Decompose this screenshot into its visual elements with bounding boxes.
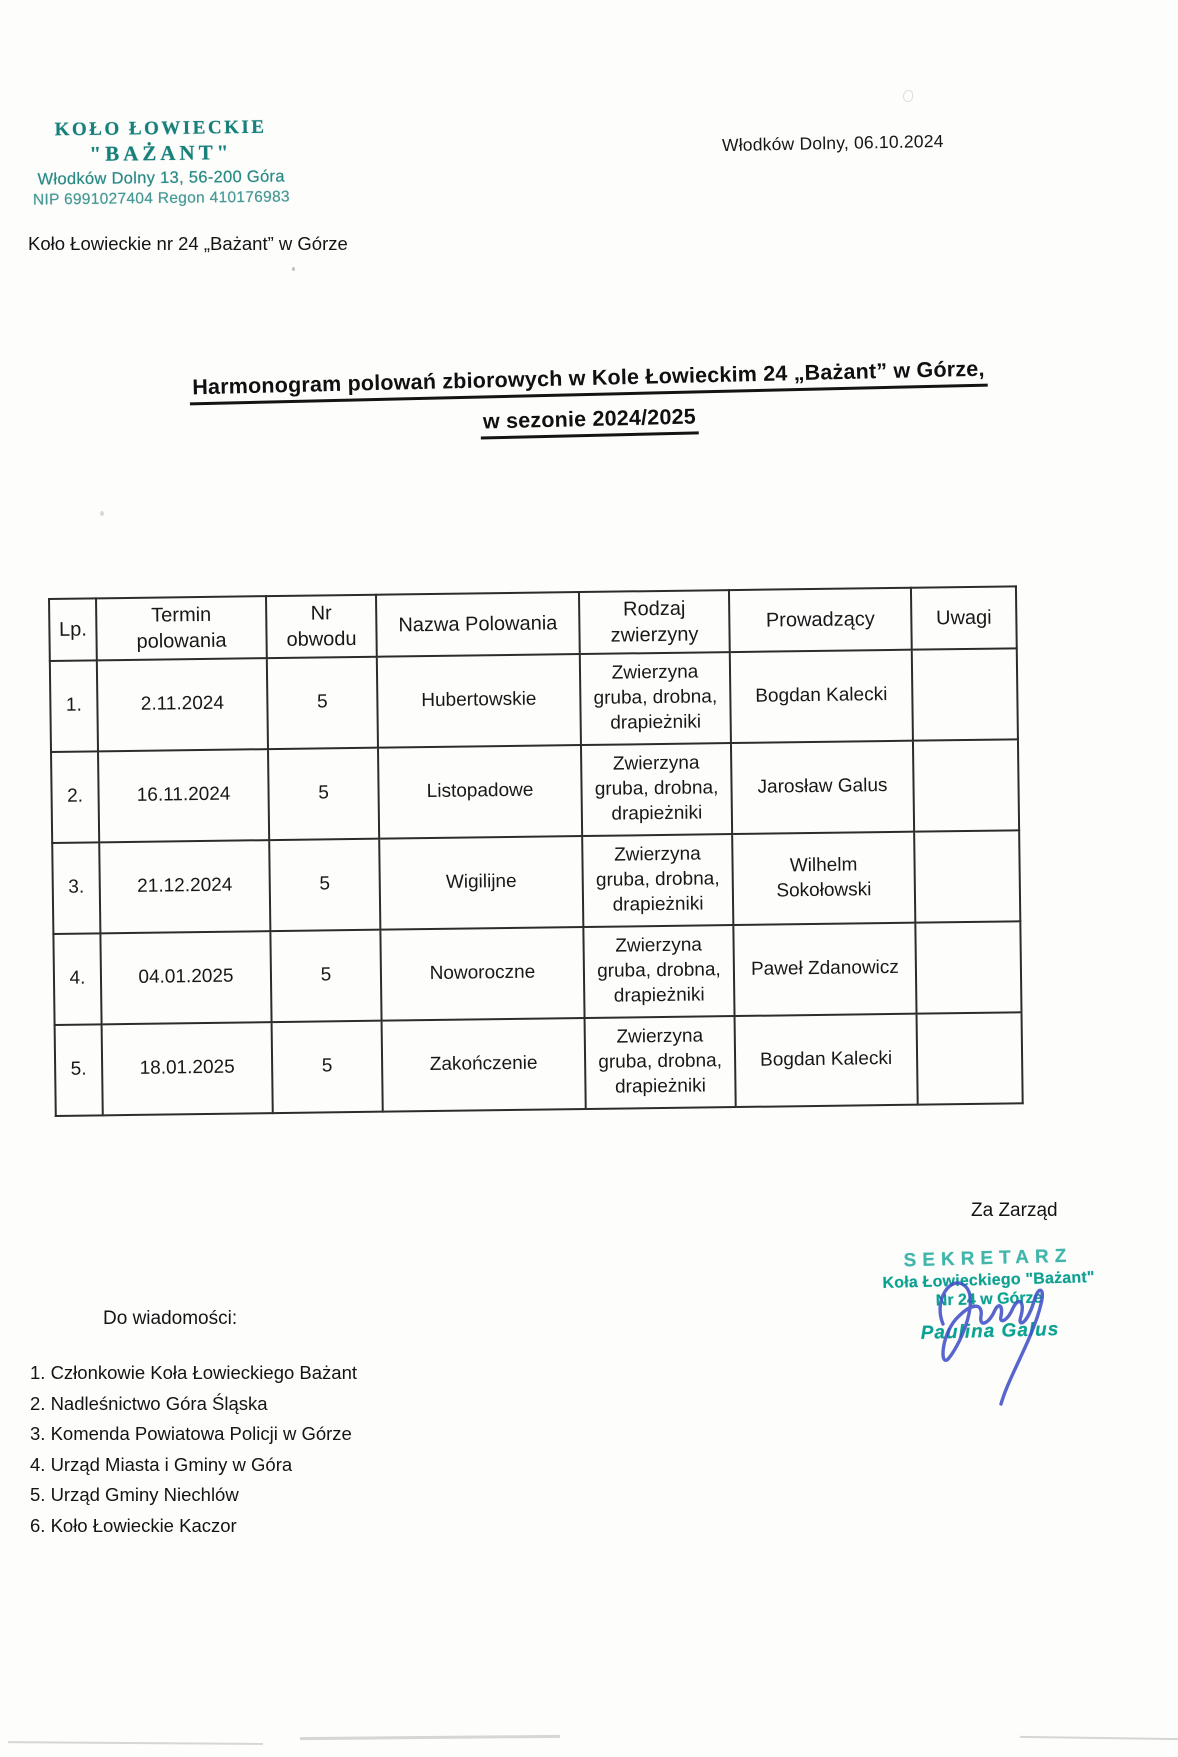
cell-rodzaj: Zwierzyna gruba, drobna, drapieżniki (580, 652, 731, 745)
secretary-stamp-role: SEKRETARZ (903, 1245, 1073, 1272)
cell-lp: 1. (50, 660, 98, 752)
table-row (55, 1012, 1023, 1116)
scan-dot-artifact (100, 511, 104, 516)
cell-nazwa: Noworoczne (380, 927, 584, 1021)
table-row (50, 648, 1018, 752)
cell-uwagi (913, 739, 1019, 831)
cell-rodzaj: Zwierzyna gruba, drobna, drapieżniki (581, 743, 732, 836)
cell-nr-obwodu: 5 (272, 1021, 383, 1113)
title-line-1: Harmonogram polowań zbiorowych w Kole Łowieckim 24 „Bażant” w Górze, (189, 357, 988, 406)
cell-nr-obwodu: 5 (269, 839, 380, 931)
col-header-nr-obwodu: Nr obwodu (266, 595, 377, 658)
cell-rodzaj: Zwierzyna gruba, drobna, drapieżniki (585, 1016, 736, 1109)
table-row (52, 830, 1020, 934)
cell-uwagi (915, 921, 1021, 1013)
cell-uwagi (917, 1012, 1023, 1104)
cell-termin: 04.01.2025 (100, 931, 271, 1024)
cell-prowadzacy: Jarosław Galus (731, 741, 914, 834)
document-title (0, 352, 1178, 451)
distribution-item: 4. Urząd Miasta i Gminy w Góra (30, 1453, 293, 1475)
hunt-schedule-table (48, 585, 1024, 1117)
cell-lp: 5. (55, 1024, 103, 1116)
cell-termin: 2.11.2024 (97, 658, 268, 751)
cell-prowadzacy: Bogdan Kalecki (735, 1014, 918, 1107)
distribution-item: 2. Nadleśnictwo Góra Śląska (30, 1392, 268, 1414)
cell-nazwa: Wigilijne (379, 836, 583, 930)
title-line-2: w sezonie 2024/2025 (480, 404, 700, 439)
cell-uwagi (914, 830, 1020, 922)
table-row (51, 739, 1019, 843)
cell-nr-obwodu: 5 (270, 930, 381, 1022)
cell-prowadzacy: Wilhelm Sokołowski (732, 832, 915, 925)
scan-dot-artifact (292, 267, 295, 271)
handwritten-signature (905, 1258, 1075, 1408)
cell-lp: 3. (52, 842, 100, 934)
col-header-termin: Termin polowania (96, 596, 267, 660)
scan-line-artifact (8, 1741, 263, 1745)
cell-termin: 21.12.2024 (99, 840, 270, 933)
distribution-list (30, 1358, 357, 1541)
distribution-heading: Do wiadomości: (103, 1308, 238, 1329)
cell-rodzaj: Zwierzyna gruba, drobna, drapieżniki (583, 925, 734, 1018)
company-stamp (29, 116, 292, 209)
company-stamp-nip-regon: NIP 6991027404 Regon 410176983 (32, 188, 290, 209)
organization-line: Koło Łowieckie nr 24 „Bażant” w Górze (28, 233, 348, 254)
col-header-lp: Lp. (49, 598, 97, 661)
distribution-item: 6. Koło Łowieckie Kaczor (30, 1514, 237, 1536)
cell-nr-obwodu: 5 (267, 657, 378, 749)
company-stamp-name: KOŁO ŁOWIECKIE (54, 116, 267, 141)
secretary-stamp-person: Paulina Galus (920, 1319, 1060, 1344)
place-date-line: Włodków Dolny, 06.10.2024 (721, 130, 944, 156)
company-stamp-address: Włodków Dolny 13, 56-200 Góra (37, 167, 285, 189)
secretary-stamp-club: Koła Łowieckiego "Bażant" (882, 1269, 1095, 1292)
cell-nazwa: Listopadowe (378, 745, 582, 839)
scan-line-artifact (1020, 1736, 1178, 1740)
za-zarzad-label: Za Zarząd (971, 1200, 1058, 1221)
cell-termin: 18.01.2025 (102, 1022, 273, 1115)
col-header-uwagi: Uwagi (911, 586, 1017, 649)
cell-uwagi (912, 648, 1018, 740)
cell-prowadzacy: Paweł Zdanowicz (733, 923, 916, 1016)
hunt-schedule-table-wrapper (48, 585, 1022, 1117)
cell-termin: 16.11.2024 (98, 749, 269, 842)
cell-nr-obwodu: 5 (268, 748, 379, 840)
scan-smudge-artifact (903, 90, 913, 102)
cell-nazwa: Hubertowskie (377, 654, 581, 748)
scan-line-artifact (300, 1735, 560, 1740)
table-row (53, 921, 1021, 1025)
cell-nazwa: Zakończenie (382, 1018, 586, 1112)
secretary-stamp-location: Nr 24 w Górze (935, 1289, 1043, 1310)
distribution-item: 5. Urząd Gminy Niechlów (30, 1484, 239, 1505)
company-stamp-brand: "BAŻANT" (89, 140, 233, 166)
col-header-prowadzacy: Prowadzący (729, 588, 912, 652)
col-header-rodzaj: Rodzaj zwierzyny (579, 590, 730, 654)
cell-lp: 2. (51, 751, 99, 843)
cell-rodzaj: Zwierzyna gruba, drobna, drapieżniki (582, 834, 733, 927)
col-header-nazwa: Nazwa Polowania (376, 592, 580, 657)
cell-prowadzacy: Bogdan Kalecki (730, 650, 913, 743)
distribution-item: 3. Komenda Powiatowa Policji w Górze (30, 1423, 352, 1444)
distribution-item: 1. Członkowie Koła Łowieckiego Bażant (30, 1362, 358, 1383)
cell-lp: 4. (53, 933, 101, 1025)
